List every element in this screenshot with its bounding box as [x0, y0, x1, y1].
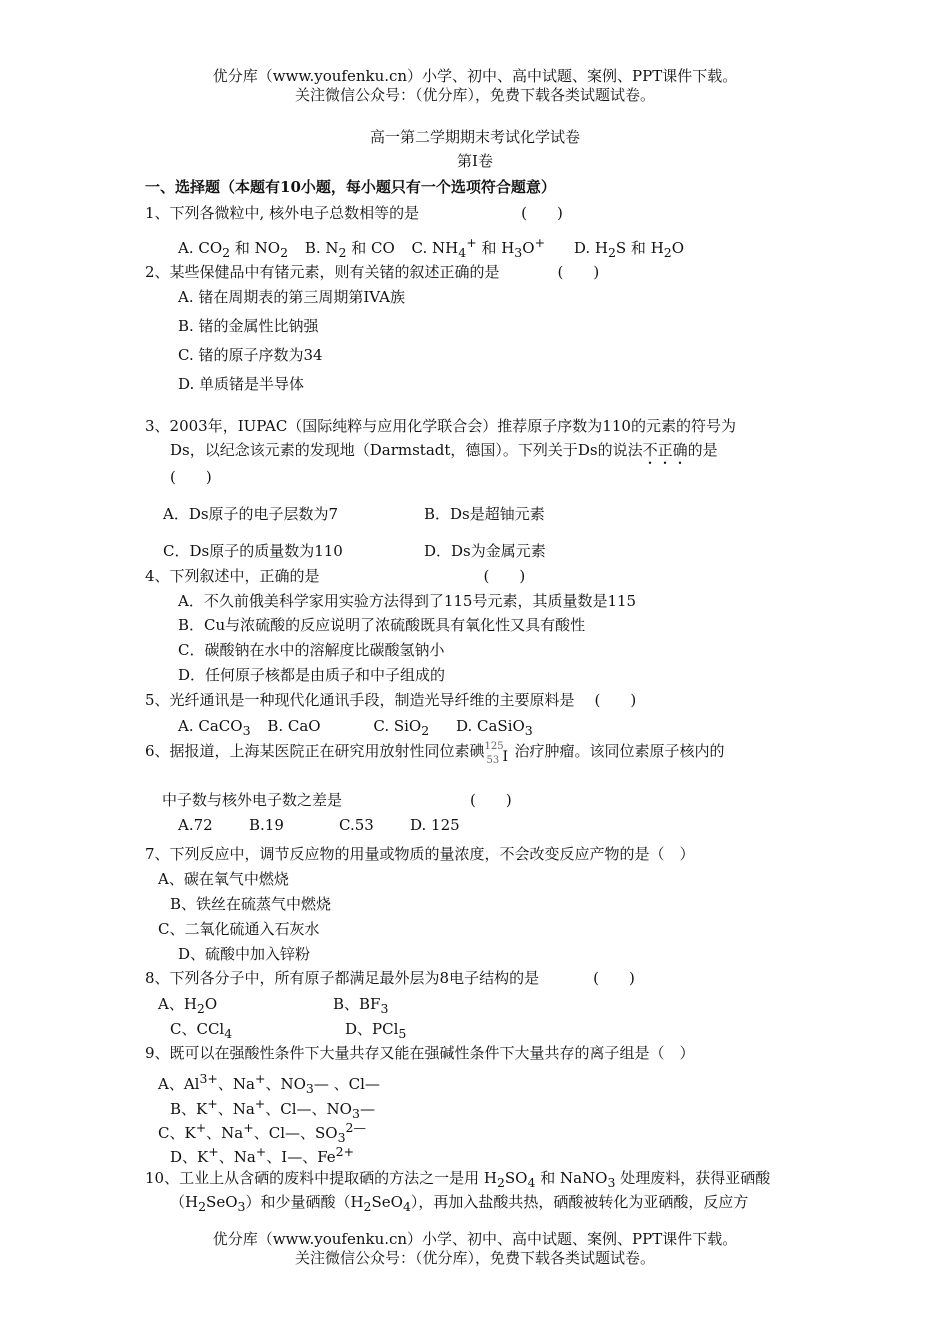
- section-heading: 一、选择题（本题有10小题，每小题只有一个选项符合题意）: [145, 178, 556, 196]
- question-7: 7、下列反应中，调节反应物的用量或物质的量浓度，不会改变反应产物的是（ ）: [145, 845, 695, 863]
- option-b: B.19: [249, 816, 284, 834]
- option-c: C．Ds原子的质量数为110: [163, 542, 343, 560]
- question-8: [145, 968, 635, 988]
- answer-blank: ( ): [557, 263, 600, 281]
- iodine-isotope-symbol: 125 53 I: [484, 741, 509, 766]
- option-a: A、$H_2O$: [158, 995, 218, 1016]
- option-d: D．任何原子核都是由质子和中子组成的: [178, 666, 446, 684]
- option-c: C.53: [339, 816, 374, 834]
- option-d: D、K+、Na+、I—、$Fe^{2+}$: [170, 1144, 355, 1166]
- question-stem: 8、下列各分子中，所有原子都满足最外层为8电子结构的是: [145, 969, 540, 987]
- option-b: B. $N_2$ 和 CO: [304, 239, 395, 260]
- option-c: C．碳酸钠在水中的溶解度比碳酸氢钠小: [178, 641, 445, 659]
- option-a: A、$Al^{3+}$、Na+、$NO_3—$ 、Cl—: [158, 1071, 380, 1096]
- question-5: [145, 690, 636, 710]
- option-a: A. $CO_2$ 和 $NO_2$: [178, 239, 289, 260]
- question-1: [145, 203, 563, 223]
- question-stem: 4、下列叙述中，正确的是: [145, 567, 320, 585]
- option-b: B、K+、Na+、Cl—、$NO_3—$: [170, 1096, 375, 1121]
- answer-blank: ( ): [594, 691, 637, 709]
- option-b: B. CaO: [267, 717, 321, 735]
- exam-title: 高一第二学期期末考试化学试卷: [369, 128, 580, 146]
- option-b: B、铁丝在硫蒸气中燃烧: [170, 895, 332, 913]
- option-c: C、K+、Na+、Cl—、$SO_3^{2—}$: [158, 1120, 366, 1145]
- option-c: C. $NH_4^+$ 和 $H_3O^+$: [411, 235, 546, 260]
- option-a: A．Ds原子的电子层数为7: [163, 505, 339, 523]
- emphasis-marks: 不正确: [642, 441, 688, 459]
- answer-blank: ( ): [483, 567, 526, 585]
- answer-blank: ( ): [470, 791, 512, 809]
- option-a: A. CaCO$_3$: [178, 717, 251, 738]
- option-d: D. 125: [410, 816, 460, 834]
- option-d: D．Ds为金属元素: [424, 542, 546, 560]
- footer-site-line: 优分库（www.youfenku.cn）小学、初中、高中试题、案例、PPT课件下载。: [212, 1230, 738, 1248]
- question-10-line2: $(H_2SeO_3)$和少量硒酸$(H_2SeO_4)$，再加入盐酸共热，硒酸被转化为亚硒酸，反应方: [170, 1193, 749, 1214]
- header-site-line: 优分库（www.youfenku.cn）小学、初中、高中试题、案例、PPT课件下载。: [212, 67, 738, 85]
- question-2: [145, 262, 599, 282]
- option-a: A、碳在氧气中燃烧: [158, 870, 289, 888]
- option-b: B．Cu与浓硫酸的反应说明了浓硫酸既具有氧化性又具有酸性: [178, 616, 586, 634]
- footer-wechat-line: 关注微信公众号：（优分库），免费下载各类试题试卷。: [294, 1249, 655, 1267]
- answer-blank: ( ): [521, 204, 563, 222]
- question-3-line1: 3、2003年，IUPAC（国际纯粹与应用化学联合会）推荐原子序数为110的元素的符号为: [145, 417, 736, 435]
- option-b: B、$BF_3$: [333, 995, 389, 1016]
- question-stem: 2、某些保健品中有锗元素，则有关锗的叙述正确的是: [145, 263, 500, 281]
- option-b: B．Ds是超铀元素: [424, 505, 545, 523]
- question-6-line2: 中子数与核外电子数之差是 ( ): [162, 791, 512, 809]
- option-a: A. 锗在周期表的第三周期第IVA族: [178, 288, 405, 306]
- option-a: A．不久前俄美科学家用实验方法得到了115号元素，其质量数是115: [178, 592, 637, 610]
- question-4: [145, 566, 525, 586]
- answer-blank: ( ): [593, 969, 635, 987]
- question-5-options: [178, 716, 533, 741]
- option-d: D、PCl$_5$: [345, 1020, 407, 1041]
- option-c: C、CCl$_4$: [170, 1020, 233, 1041]
- option-d: D. CaSiO$_3$: [455, 717, 533, 738]
- question-stem: 5、光纤通讯是一种现代化通讯手段，制造光导纤维的主要原料是: [145, 691, 575, 709]
- option-c: C. 锗的原子序数为34: [178, 346, 323, 364]
- question-stem: 1、下列各微粒中, 核外电子总数相等的是: [145, 204, 420, 222]
- option-c: C. SiO$_2$: [373, 717, 430, 738]
- option-b: B. 锗的金属性比钠强: [178, 317, 319, 335]
- answer-blank: ( ): [170, 468, 212, 486]
- question-9: 9、既可以在强酸性条件下大量共存又能在强碱性条件下大量共存的离子组是（ ）: [145, 1044, 695, 1062]
- option-a: A.72: [178, 816, 213, 834]
- option-c: C、二氧化硫通入石灰水: [158, 920, 320, 938]
- option-d: D. 单质锗是半导体: [178, 375, 305, 393]
- question-3-line2: Ds，以纪念该元素的发现地（Darmstadt，德国）。下列关于Ds的说法不正确的是: [170, 441, 718, 459]
- option-d: D、硫酸中加入锌粉: [178, 945, 311, 963]
- question-6-line1: 6、据报道，上海某医院正在研究用放射性同位素碘 125 53 I 治疗肿瘤。该同位素原子核内的: [145, 741, 725, 766]
- question-1-options: [178, 233, 684, 263]
- header-wechat-line: 关注微信公众号：（优分库），免费下载各类试题试卷。: [294, 86, 655, 104]
- option-d: D. $H_2S$ 和 $H_2O$: [573, 239, 685, 260]
- question-10-line1: 10、工业上从含硒的废料中提取硒的方法之一是用 $H_2SO_4$ 和 NaNO$_3$ 处理废料，获得亚硒酸: [145, 1169, 771, 1190]
- volume-label: 第I卷: [457, 152, 493, 170]
